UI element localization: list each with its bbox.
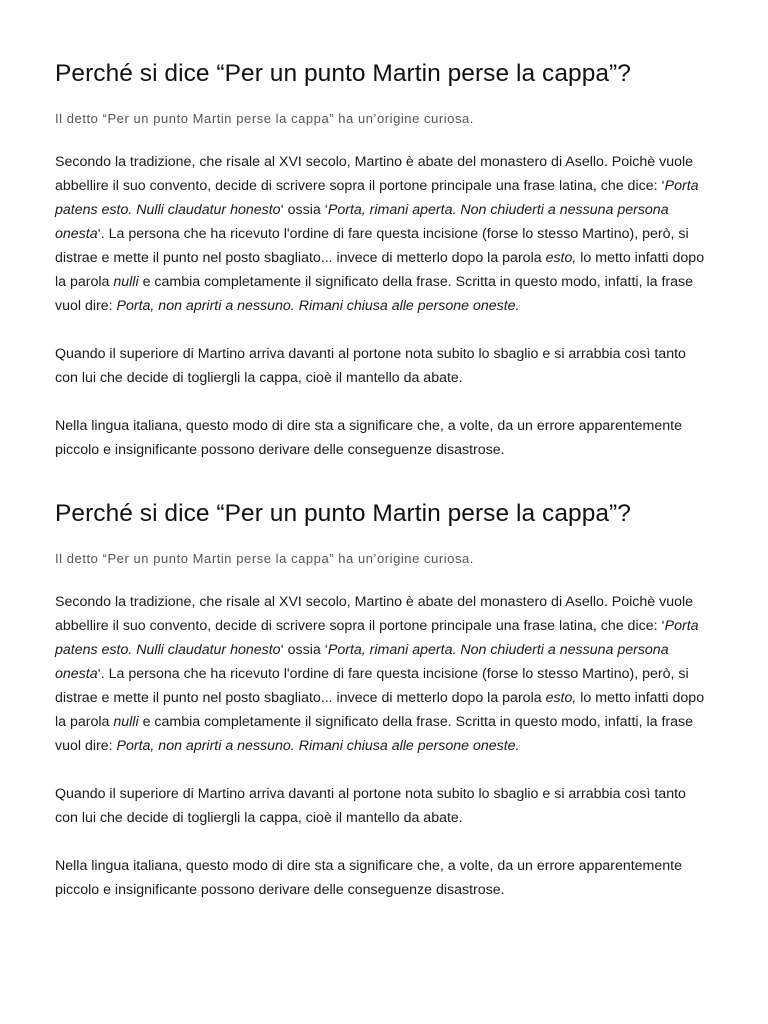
paragraph-consequence: Quando il superiore di Martino arriva davanti al portone nota subito lo sbaglio e si arrabbia così tanto con lui che decide di togliergli la cappa, cioè il mantello da abate.: [55, 346, 686, 386]
italic-word-esto: esto,: [545, 690, 577, 706]
text-run: e cambia completamente il significato della frase. Scritta in questo modo, infatti, la frase vuol dire:: [55, 274, 693, 314]
text-run: lo metto infatti dopo la parola: [55, 250, 705, 290]
paragraph-origin: [55, 150, 712, 318]
italic-translation: Porta, rimani aperta. Non chiuderti a nessuna persona onesta: [55, 642, 669, 682]
article-subtitle: Il detto “Per un punto Martin perse la cappa” ha un’origine curiosa.: [55, 111, 474, 126]
italic-latin-phrase: Porta patens esto. Nulli claudatur honesto: [55, 618, 699, 658]
text-run: ‘ ossia ‘: [280, 202, 328, 218]
italic-new-meaning: Porta, non aprirti a nessuno. Rimani chiusa alle persone oneste.: [116, 298, 520, 314]
article-title: Perché si dice “Per un punto Martin perse la cappa”?: [55, 500, 631, 527]
text-run: Poichè vuole abbellire il suo convento, decide di scrivere sopra il portone principale una frase latina, che dice: ‘: [55, 594, 694, 634]
text-run: ‘. La persona che ha ricevuto l'ordine di fare questa incisione (forse lo stesso Martino), però, si distrae e mette il punto nel posto sbagliato... invece di metterlo dopo la parola: [55, 226, 689, 266]
paragraph-meaning: Nella lingua italiana, questo modo di dire sta a significare che, a volte, da un errore apparentemente piccolo e insignificante possono derivare delle conseguenze disastrose.: [55, 418, 682, 458]
paragraph-meaning: Nella lingua italiana, questo modo di dire sta a significare che, a volte, da un errore apparentemente piccolo e insignificante possono derivare delle conseguenze disastrose.: [55, 858, 682, 898]
article-title: Perché si dice “Per un punto Martin perse la cappa”?: [55, 60, 631, 87]
paragraph-consequence: Quando il superiore di Martino arriva davanti al portone nota subito lo sbaglio e si arrabbia così tanto con lui che decide di togliergli la cappa, cioè il mantello da abate.: [55, 786, 686, 826]
article-section-1: [55, 58, 712, 462]
text-run: Secondo la tradizione, che risale al XVI secolo, Martino è abate del monastero di Asello.: [55, 594, 608, 610]
text-run: Poichè vuole abbellire il suo convento, decide di scrivere sopra il portone principale una frase latina, che dice: ‘: [55, 154, 694, 194]
text-run: ‘. La persona che ha ricevuto l'ordine di fare questa incisione (forse lo stesso Martino), però, si distrae e mette il punto nel posto sbagliato... invece di metterlo dopo la parola: [55, 666, 689, 706]
italic-latin-phrase: Porta patens esto. Nulli claudatur honesto: [55, 178, 699, 218]
italic-translation: Porta, rimani aperta. Non chiuderti a nessuna persona onesta: [55, 202, 669, 242]
article-subtitle: Il detto “Per un punto Martin perse la cappa” ha un’origine curiosa.: [55, 551, 474, 566]
italic-word-nulli: nulli: [113, 714, 139, 730]
italic-new-meaning: Porta, non aprirti a nessuno. Rimani chiusa alle persone oneste.: [116, 738, 520, 754]
paragraph-origin: [55, 590, 712, 758]
text-run: lo metto infatti dopo la parola: [55, 690, 705, 730]
italic-word-esto: esto,: [545, 250, 577, 266]
article-section-2: [55, 498, 712, 902]
text-run: ‘ ossia ‘: [280, 642, 328, 658]
text-run: Secondo la tradizione, che risale al XVI secolo, Martino è abate del monastero di Asello.: [55, 154, 608, 170]
italic-word-nulli: nulli: [113, 274, 139, 290]
text-run: e cambia completamente il significato della frase. Scritta in questo modo, infatti, la frase vuol dire:: [55, 714, 693, 754]
